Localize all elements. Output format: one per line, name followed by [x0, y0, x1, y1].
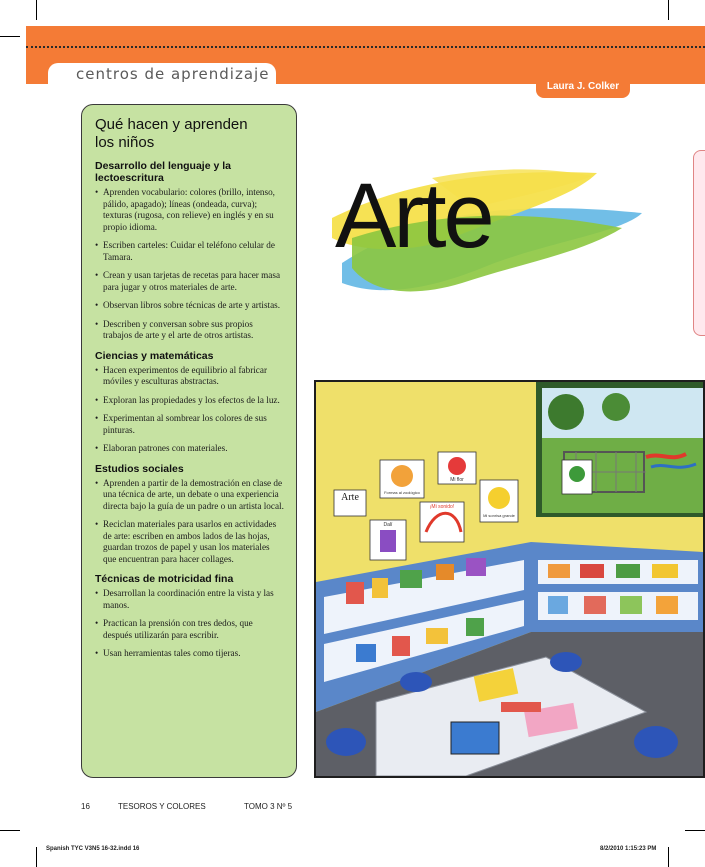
crop-mark: [0, 830, 20, 831]
poster-caption: Mi flor: [450, 477, 464, 483]
section-heading: Estudios sociales: [95, 462, 184, 475]
list-item: • Describen y conversan sobre sus propios trabajos de arte y el arte de otros artistas.: [95, 319, 284, 342]
bullet-list: [95, 365, 284, 455]
issue-label: TOMO 3 Nº 5: [244, 802, 293, 811]
section-tab: [48, 63, 276, 87]
wall-sign-text: Arte: [341, 492, 359, 503]
section-heading: Técnicas de motricidad fina: [95, 573, 234, 585]
section-heading: Ciencias y matemáticas: [95, 349, 214, 362]
author-name: Laura J. Colker: [546, 81, 620, 92]
list-item: • Experimentan al sombrear los colores de sus pinturas.: [95, 413, 284, 436]
author-tab: [536, 78, 630, 98]
file-slug: Spanish TYC V3N5 16-32.indd 16: [46, 846, 140, 852]
page-title: Arte: [335, 165, 492, 267]
publication-name: TESOROS Y COLORES: [118, 802, 206, 811]
list-item: • Escriben carteles: Cuidar el teléfono celular de Tamara.: [95, 240, 284, 263]
poster-caption: ¡Mi sonido!: [429, 504, 455, 510]
sidebar-title: [95, 116, 284, 152]
crop-mark: [36, 0, 37, 20]
sidebar-edge-box: [693, 150, 705, 336]
list-item: • Reciclan materiales para usarlos en actividades de arte: escriben en ambos lados de las hojas, guardan trozos de papel y usan los materiales que encuentran para hacer collages.: [95, 519, 284, 565]
poster-caption: Formas al zoológico: [384, 490, 420, 495]
list-item: • Aprenden vocabulario: colores (brillo, intenso, pálido, apagado); líneas (ondeada, curva); texturas (rugosa, con relieve) en inglés y en su propio idioma.: [95, 187, 284, 233]
bullet-list: [95, 187, 284, 342]
dotted-rule: [26, 46, 705, 48]
list-item: • Hacen experimentos de equilibrio al fabricar móviles y esculturas abstractas.: [95, 365, 284, 388]
crop-mark: [685, 830, 705, 831]
crop-mark: [0, 36, 20, 37]
sidebar-title-line: los niños: [95, 134, 155, 151]
list-item: • Practican la prensión con tres dedos, que después utilizarán para escribir.: [95, 618, 284, 641]
sidebar-title-line: Qué hacen y aprenden: [95, 116, 248, 133]
print-timestamp: 8/2/2010 1:15:23 PM: [600, 846, 657, 852]
crop-mark: [668, 847, 669, 867]
section-tab-label: centros de aprendizaje: [76, 65, 270, 83]
section-heading: Desarrollo del lenguaje y la lectoescritura: [95, 160, 231, 184]
page-number: 16: [81, 802, 90, 811]
list-item: • Crean y usan tarjetas de recetas para hacer masa para jugar y otros materiales de arte.: [95, 270, 284, 293]
list-item: • Exploran las propiedades y los efectos de la luz.: [95, 395, 284, 407]
crop-mark: [668, 0, 669, 20]
list-item: • Elaboran patrones con materiales.: [95, 443, 284, 455]
poster-caption: Dalí: [383, 522, 393, 528]
list-item: • Usan herramientas tales como tijeras.: [95, 648, 284, 660]
crop-mark: [36, 847, 37, 867]
list-item: • Aprenden a partir de la demostración en clase de una técnica de arte, un debate o una experiencia directa bajo la guía de un padre o un artista local.: [95, 478, 284, 513]
learning-sidebar: [81, 104, 297, 778]
wall-sign: [334, 492, 366, 503]
classroom-scene: [316, 382, 703, 776]
poster-caption: Mi sonrisa grande: [483, 513, 515, 518]
bullet-list: [95, 478, 284, 566]
list-item: • Desarrollan la coordinación entre la vista y las manos.: [95, 588, 284, 611]
bullet-list: [95, 588, 284, 660]
list-item: • Observan libros sobre técnicas de arte y artistas.: [95, 300, 284, 312]
art-center-illustration: [314, 380, 705, 778]
